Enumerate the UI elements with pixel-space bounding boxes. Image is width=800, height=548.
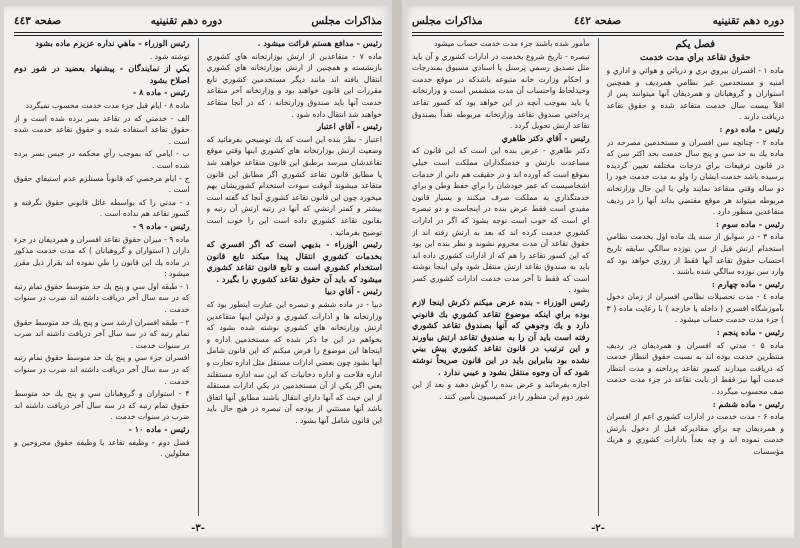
left-page-header [14, 12, 382, 30]
speaker-line: رئيس - آقاي دكتر طاهري [501, 132, 590, 143]
right-page-footer-number: -٢- [591, 523, 605, 534]
paragraph: ۱ - طبقه اول سي و پنج يك حد متوسط حقوق تمام رتبه كه در سه سال آخر دريافت داشته اند ضرب در سنوات خدمت . [14, 281, 190, 315]
speaker-line: رئيس - ماده پنجم : [716, 327, 784, 338]
paragraph: ماده ۱ - افسران بيروي بري و دريائي و هوائي و اداري و امنيه و مستخدمين غير نظامي همرديف و همچنين استواران و گروهبانان و همرديفان آنها ميتوانند پس از اقلاً بيست سال خدمت متقاعد شده و حقوق تقاعد دريافت دارند . [606, 66, 784, 122]
speaker-line: رئيس الوزراء - بنده عرض ميكنم ذكرش اينجا لازم بوده براي اينكه موضوع تقاعد كشوري بك قانوني دارد و يك وجوهي كه آنها بصندوق تقاعد كشوري رفته است بايد آن را به صندوق تقاعد ارتش بياورند و اين ترتيب در قانون تقاعد كشوري پيش بيني نشده بود بنابراين بايد در اين قانون صريحاً نوشته شود كه آن وجوه منتقل بشود و عيبي ندارد . [412, 297, 590, 377]
speaker-line: رئيس - ماده ۱۰ - [128, 424, 190, 434]
speaker-line: رئيس - آقاي اعتبار [317, 121, 382, 132]
left-page-right-column [207, 38, 383, 516]
paragraph: ب - ايامي كه بموجب رأي محكمه در حبس بسر برده شده است . [14, 149, 190, 170]
paragraph: ماده ۸ - ايام قبل جزء مدت خدمت محسوب نميگردد [25, 100, 190, 110]
paragraph: فصل دوم - وظيفه تقاعد يا وظيفه حقوق مجروحين و معلولين . [14, 437, 190, 459]
paragraph: ۲ - طبقه افسران ارشد سي و پنج يك حد متوسط حقوق تمام رتبه كه در سه سال آخر دريافت داشته اند ضرب در سنوات خدمت . [14, 317, 190, 350]
right-header-journal: مذاكرات مجلس [412, 15, 483, 27]
right-page-columns [412, 38, 784, 516]
speaker-line: يكي از نمايندگان - پيشنهاد بعضيد در شور دوم اصلاح بشود [14, 63, 190, 85]
right-page-left-column [412, 38, 590, 516]
paragraph: مأمور شده باشند جزء مدت خدمت حساب ميشود [433, 39, 590, 48]
paragraph: دبيا - در ماده ششم و تبصره اين عبارت اينطور بود كه وزارتخانه ها و ادارات كشوري و دولتي اينها متقاعدين ارتش وزارتخانه هاي كشوري نوشته شده بشود كه بخواهم در اين جا ذكر شده كه مستخدمين اداره و اينجاها اين موضوع را فرض ميكنم كه اين قانون شامل آنها بشود چون بعضي ادارات مستقل مثل اداره تجارت و اداره فلاحت و اداره دخانيات كه اين سه اداره مستقلند يعني اگر يكي از آن مستخدمين در يكي ادارات مستقله از اين حيث كه آنها داراي انتقال باشند مطابق آنها اتفاق باشد آنها مستثني از بودجه آن تبصره در هيچ حال بايد اين قانون شامل آنها بشود . [206, 300, 382, 425]
paragraph: ماده ٤ - مدت تحصيلات نظامي افسران از زمان دخول بآموزشگاه افسري ( داخله يا خارجه ) با رعايت ماده ( ۳ ) جزء مدت خدمت حساب ميشود . [606, 292, 784, 325]
paragraph: ماده ٧ - متقاعدين از ارتش بوزارتخانه هاي كشوري بازنشسته و همچنين از ارتش بوزارتخانه هاي كشوري انتقال يافته اند مانند ديگر مستخدمين كشوري تابع مقررات اين قانون خواهند بود و وزارتخانه آخر متقاعد خدمت آنها بايد صندوق وزارتخانه ، كه در آنجا متقاعد خواهند شد انتقال داده شود . [206, 51, 382, 119]
book-gutter [392, 0, 402, 548]
section-title: حقوق تقاعد براي مدت خدمت [639, 53, 751, 63]
paragraph: د - مدتي را كه بواسطه عائل قانوني حقوق نگرفته و كسور تقاعد هم نداده است . [14, 197, 190, 219]
left-page [4, 6, 392, 538]
right-page-header [412, 12, 784, 30]
paragraph: ماده ۶ - مدت خدمت در ادارات كشوري اعم از افسران و همرديفان چه براي مقاديركه قبل از دخول بارتش خدمت نموده اند و چه بعداً بادارات كشوري و هريك مؤسسات [606, 412, 784, 456]
speaker-line: رئيس - ماده سوم : [716, 218, 784, 229]
header-rule [412, 32, 784, 36]
paragraph: نوشته شود . [149, 51, 190, 61]
right-header-session: دوره دهم تقنينيه [712, 15, 784, 27]
paragraph: اجازه بفرمائيد و عرض بنده را گوش دهيد و بعد از اين شور دوم اين منظور را در كميسيون تأمين كنند . [412, 380, 590, 401]
section-title: فصل يكم [675, 39, 715, 50]
left-header-journal: مذاكرات مجلس [311, 15, 382, 27]
left-page-columns [14, 38, 382, 516]
paragraph: ماده ۳ - در سوابق از سنه يك ماده اول بخدمت نظامي استخدام ارتش قبل از سن نوزده سالگي سابقه تاريخ احتساب حقوق تقاعد آنها فقط از روزي خواهد بود كه وارد سن نوزده سالگي شده باشند . [606, 232, 784, 277]
paragraph: ماده ۹ - ميزان حقوق تقاعد افسران و همرديفان در جزء داران ( استواران و گروهبانان ) كه مدت خدمت مذكور در ماده يك اين قانون را طي نموده اند بقرار ذيل مقرر ميشود : [14, 234, 190, 279]
left-header-page-number: صفحه ٤٤٣ [14, 15, 62, 27]
paragraph: ج - ايام مرخصي كه قانوناً مستلزم عدم استيفاي حقوق است . [14, 173, 190, 195]
right-header-page-number: صفحه ٤٤٢ [574, 15, 622, 27]
speaker-line: رئيس - ماده ششم : [712, 398, 784, 409]
speaker-line: رئيس الوزراء - بديهي است كه اگر افسري كه بخدمات كشوري انتقال پيدا ميكند تابع قانون استخدام كشوري است و تابع قانون تقاعد كشوري ميشود كه بايد آن حقوق تقاعد كشوري را بگيرد . [206, 239, 382, 284]
paragraph: ماده ۵ - مدتي كه افسران و همرديفان در رديف منتظرين خدمت بوده اند به نسبت حقوق انتظار خدمت كه دريافت ميدارند كسور تقاعد پرداخته و مدت انتظار خدمت آنها نيز فقط از بابت تقاعد در جزء مدت خدمت صف محسوب ميگردد . [606, 340, 784, 397]
paragraph: افسران جزء سي و پنج يك حد متوسط حقوق تمام رتبه كه در سه سال آخر دريافت داشته اند ضرب در سنوات خدمت . [14, 353, 190, 386]
speaker-line: رئيس - ماده ۸ - [132, 87, 190, 98]
column-divider [598, 38, 599, 516]
header-rule [14, 32, 382, 36]
speaker-line: رئيس الوزراء - ماهي نداره عزيزم ماده بشود [35, 38, 190, 48]
speaker-line: رئيس - ماده دوم : [719, 123, 784, 134]
speaker-line: رئيس - آقاي دبيا [324, 286, 382, 297]
speaker-line: رئيس - ماده ۹ - [132, 220, 190, 231]
paragraph: تبصره - تاريخ شروع بخدمت در ادارات كشوري و آن بايد مثل تصديق رسمي پرسنل يا اسنادي مسبوق بمندرجات و احكام وزارت خانه متبوعه باشدكه در موقع خدمت وحيدلحاظ واحتساب آن مدت متشمس است و وزارتخانه يا بايد بموجب آنچه در اين خواهد بود كه كسور تقاعد پرداختي صندوق تقاعد وزارتخانه مربوطه نقداً بصندوق تقاعد ارتش تحويل گردد . [412, 51, 590, 131]
paragraph: ۴ - استواران و گروهبانان سي و پنج يك حد متوسط حقوق تمام رتبه كه در سه سال آخر دريافت داشته اند ضرب در سنوات خدمت . [14, 389, 190, 422]
speaker-line: رئيس - مدافع هستم قرائت ميشود . [257, 38, 382, 48]
paragraph: الف - خدمتي كه در تقاعد بسر برده شده است و از حقوق تقاعد استفاده شده و حقوق تقاعد خدمت شده است . [14, 113, 190, 146]
speaker-line: رئيس - ماده چهارم : [711, 278, 784, 289]
left-header-session: دوره دهم تقنينيه [150, 15, 223, 27]
left-page-footer-number: -٣- [191, 523, 205, 534]
paragraph: ماده ۲ - چنانچه سن افسران و مستخدمين مصرحه در ماده يك به حد سي و پنج سال خدمت بحد اكثر سن كه در قانون ترفيعات براي درجات مختلفه تعيين گرديده برسيده باشد خدمت ايشان را ولو به مدت خدمت خود را دو ساله وقتي متقاعد نمايند ولي با اين حال وزارتخانه مربوطه ميتواند هر موقع مقتضي بداند آنها را در رديف متقاعدين منظور دارد . [606, 137, 784, 217]
left-page-left-column [14, 38, 190, 516]
paragraph: دكتر طاهري - عرض بنده اين است كه اين قانون كه مساعدت بارتش و خدمتگذاران مملكت است خيلي بموقع است كه آورده اند و در حقيقت هم داني از خدمات اشخاصيست كه عمر خودشان را براي حفظ وطن و براي خدمتگذاري به مملكت صرف ميكنند و بسيار قانون مفيدي است فقط عرض بنده در اينجاست و دو تبصره اي است كه خوب است توجه بشود كه اگر در ادارات كشوري خدمت كرده اند كه بعد به ارتش رفته اند از حقوق تقاعد آن مدت محروم نشوند و نظر بنده اين بود كه اين كسور تقاعد را هم كه از ادارات كشوري داده اند بايد به صندوق تقاعد ارتش منتقل شود ولي اينجا نوشته است كه فقط تا آخر مدت خدمت ادارات كشوري كسر بشود . [412, 146, 590, 295]
paragraph: اعتبار - نظر بنده اين است كه يك توضيحي بفرمائيد كه وضعيت ارتش بوزارتخانه هاي كشوري اينها وقتي موقع تقاعدشان ميرسد برطبق اين قانون متقاعد خواهند شد يا مطابق قانون تقاعد كشوري اگر مطابق اين قانون متقاعد ميشوند آنوقت سوءت استخدام كشوريشان بهم ميخورد چون اين قانون تقاعد كشوري آنجا كه گفته است بيشتر و كمتر ارتشي كه آنها در رتبه ارتش آن رتبه و بقانون تقاعد كشوري داده است اين را خوب است توضيح بفرمائيد . [206, 134, 382, 237]
column-divider [198, 38, 199, 516]
right-page [402, 6, 794, 538]
right-page-right-column [607, 38, 785, 516]
